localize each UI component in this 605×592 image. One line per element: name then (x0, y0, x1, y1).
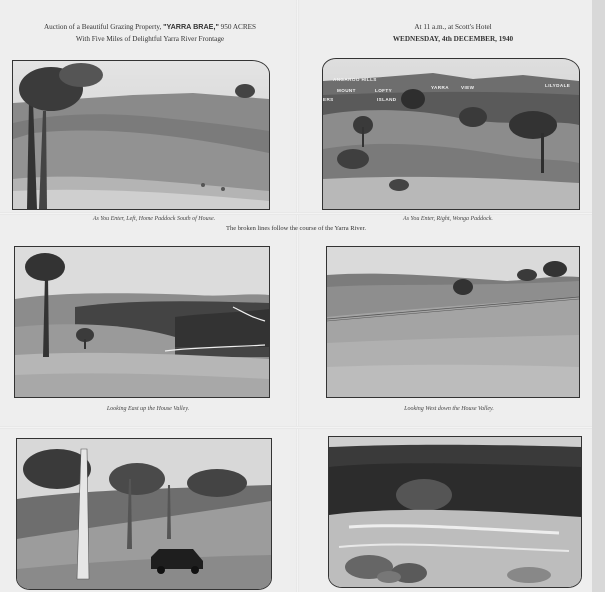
photo-trees-and-car (16, 438, 272, 590)
property-name: "YARRA BRAE," (163, 22, 219, 31)
property-acres: 950 ACRES (220, 23, 257, 31)
label-view: VIEW (461, 85, 475, 90)
river-course-note: The broken lines follow the course of the Yarra River. (226, 225, 366, 232)
frontage-subheading: With Five Miles of Delightful Yarra River Frontage (75, 35, 225, 43)
caption-looking-west: Looking West down the House Valley. (404, 406, 494, 412)
photo-wonga-paddock (322, 58, 580, 210)
label-mount: MOUNT (337, 88, 356, 93)
photo-looking-east (14, 246, 270, 398)
photo-home-paddock (12, 60, 270, 210)
caption-home-paddock: As You Enter, Left, Home Paddock South of House. (92, 216, 216, 222)
label-ers: ERS (323, 97, 334, 102)
label-island: ISLAND (377, 97, 397, 102)
photo-looking-west (326, 246, 580, 398)
label-yarra: YARRA (431, 85, 449, 90)
auction-heading-prefix: Auction of a Beautiful Grazing Property, (43, 23, 162, 31)
photo-river-rapids (328, 436, 582, 588)
label-kangaroo-hills: ANGAROO HILLS (333, 77, 377, 82)
label-lilydale: LILYDALE (545, 83, 571, 88)
auction-date: WEDNESDAY, 4th DECEMBER, 1940 (392, 35, 514, 43)
auction-location: At 11 a.m., at Scott's Hotel (414, 23, 492, 31)
horizontal-fold-lower (0, 426, 592, 429)
horizontal-fold-upper (0, 212, 592, 215)
auction-heading (12, 22, 288, 32)
caption-wonga-paddock: As You Enter, Right, Wonga Paddock. (403, 216, 493, 222)
label-lofty: LOFTY (375, 88, 393, 93)
caption-looking-east: Looking East up the House Valley. (106, 406, 190, 412)
vertical-fold (296, 0, 299, 592)
